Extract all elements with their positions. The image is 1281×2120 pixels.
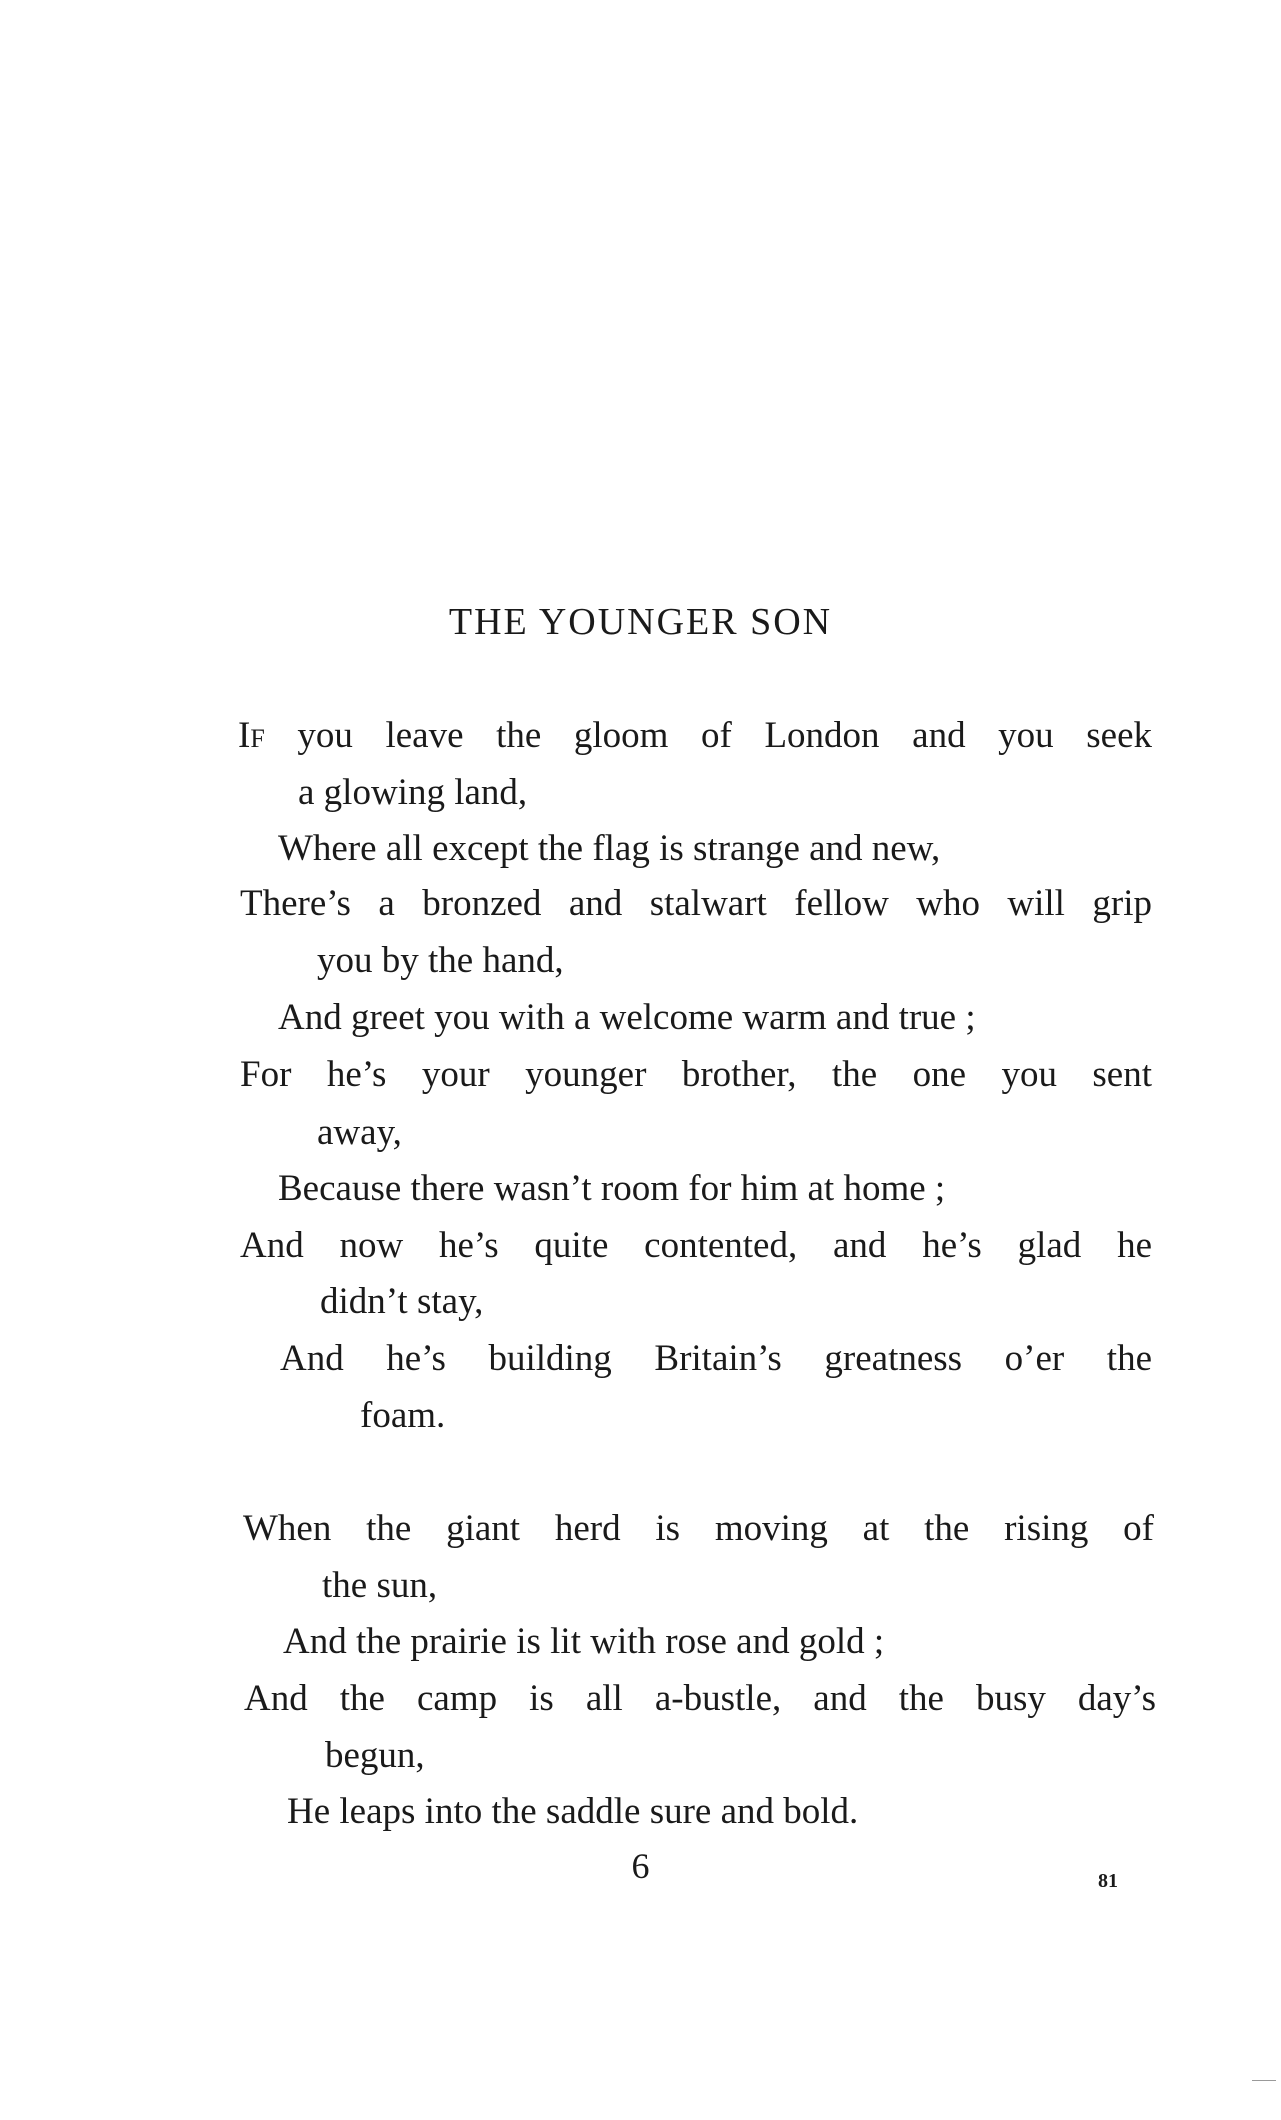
poem-line-7: For he’s your younger brother, the one you sent: [240, 1054, 1152, 1095]
poem-line-9: Because there wasn’t room for him at home ;: [278, 1168, 946, 1209]
poem-line-18: begun,: [325, 1735, 425, 1776]
poem-line-12: And he’s building Britain’s greatness o’er the: [280, 1338, 1152, 1379]
page-number: 6: [631, 1846, 650, 1886]
poem-line-13: foam.: [360, 1395, 446, 1436]
poem-line-19: He leaps into the saddle sure and bold.: [287, 1791, 859, 1832]
poem-line-10: And now he’s quite contented, and he’s glad he: [240, 1225, 1152, 1266]
drop-cap: If: [238, 715, 265, 756]
poem-line-4: There’s a bronzed and stalwart fellow who will grip: [240, 883, 1152, 924]
poem-line-3: Where all except the flag is strange and new,: [278, 828, 941, 869]
poem-line-1: [238, 717, 1152, 754]
poem-line-16: And the prairie is lit with rose and gold ;: [283, 1621, 885, 1662]
poem-line-15: the sun,: [322, 1565, 438, 1606]
poem-line-1-text: you leave the gloom of London and you seek: [264, 715, 1152, 756]
poem-line-17: And the camp is all a-bustle, and the busy day’s: [244, 1678, 1156, 1719]
poem-line-2: a glowing land,: [298, 772, 528, 813]
signature-mark: 81: [1098, 1870, 1118, 1892]
poem-line-14: When the giant herd is moving at the rising of: [243, 1508, 1154, 1549]
poem-line-5: you by the hand,: [317, 940, 564, 981]
poem-title: THE YOUNGER SON: [448, 601, 833, 643]
poem-line-11: didn’t stay,: [320, 1281, 484, 1322]
poem-line-8: away,: [317, 1112, 402, 1153]
poem-line-6: And greet you with a welcome warm and true ;: [278, 997, 976, 1038]
margin-rule: [1252, 2080, 1276, 2081]
